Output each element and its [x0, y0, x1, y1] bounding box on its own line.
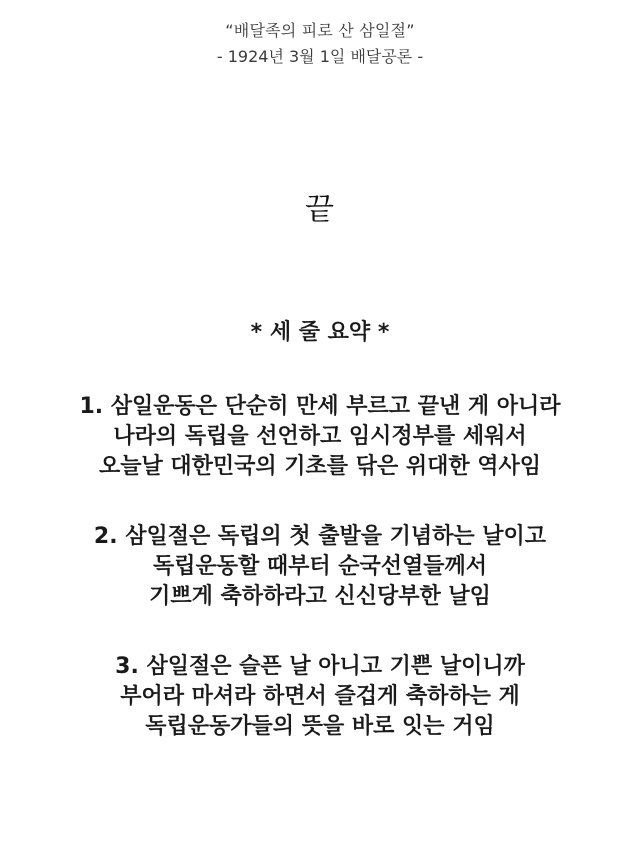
summary-line: 부어라 마셔라 하면서 즐겁게 축하하는 게	[120, 684, 520, 709]
summary-item-2	[0, 522, 640, 612]
quote-source: - 1924년 3월 1일 배달공론 -	[216, 47, 424, 66]
summary-line: 독립운동할 때부터 순국선열들께서	[152, 554, 488, 579]
end-heading: 끝	[305, 192, 335, 227]
summary-line: 나라의 독립을 선언하고 임시정부를 세워서	[113, 424, 527, 449]
summary-line: 3. 삼일절은 슬픈 날 아니고 기쁜 날이니까	[115, 654, 525, 679]
summary-line: 1. 삼일운동은 단순히 만세 부르고 끝낸 게 아니라	[79, 394, 561, 419]
summary-line: 오늘날 대한민국의 기초를 닦은 위대한 역사임	[98, 454, 542, 479]
summary-item-1	[0, 392, 640, 482]
summary-title: * 세 줄 요약 *	[250, 320, 390, 345]
header-block	[0, 20, 640, 68]
summary-list	[0, 392, 640, 782]
summary-line: 기쁘게 축하하라고 신신당부한 날임	[149, 584, 491, 609]
summary-line: 2. 삼일절은 독립의 첫 출발을 기념하는 날이고	[93, 524, 547, 549]
summary-item-3	[0, 652, 640, 742]
quote-title: “배달족의 피로 산 삼일절”	[225, 21, 415, 40]
summary-line: 독립운동가들의 뜻을 바로 잇는 거임	[145, 714, 495, 739]
